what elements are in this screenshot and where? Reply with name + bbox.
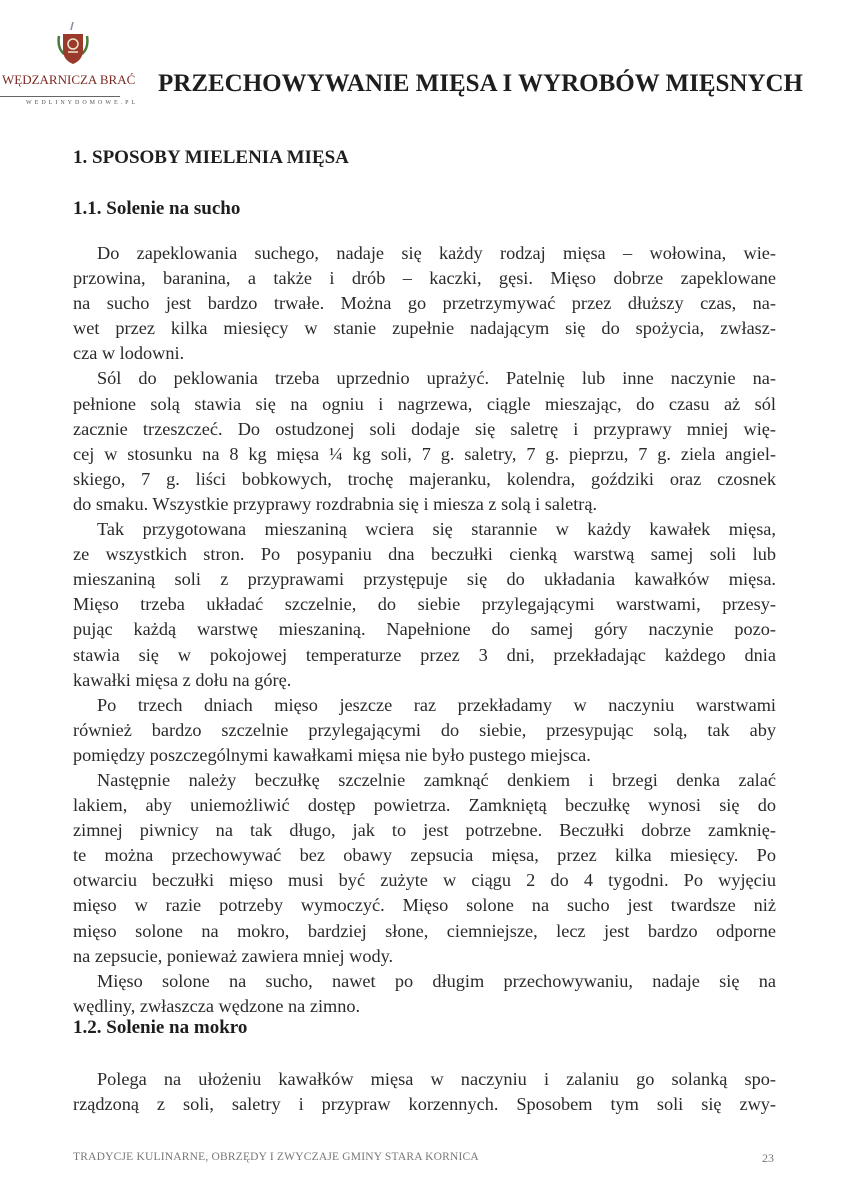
shield-icon [56, 22, 90, 66]
text-line: Sól do peklowania trzeba uprzednio uprażyć. Patelnię lub inne naczynie na- [97, 368, 776, 389]
text-line: Mięso trzeba układać szczelnie, do siebie przylegającymi warstwami, przesy- [73, 594, 776, 615]
body-text-1-2 [73, 1067, 776, 1117]
text-line: na zepsucie, ponieważ zawiera mniej wody. [73, 945, 394, 966]
text-line: skiego, 7 g. liści bobkowych, trochę majeranku, kolendra, goździki oraz czosnek [73, 468, 776, 489]
text-line: wet przez kilka miesięcy w stanie zupełnie nadającym się do spożycia, zwłasz- [73, 318, 776, 339]
paragraph [73, 366, 776, 517]
text-line: mięso solone na mokro, bardziej słone, ciemniejsze, lecz jest bardzo odporne [73, 920, 776, 941]
logo-url: WEDLINYDOMOWE.PL [26, 100, 139, 106]
page-title: PRZECHOWYWANIE MIĘSA I WYROBÓW MIĘSNYCH [158, 70, 804, 97]
text-line: zimnej piwnicy na tak długo, jak to jest potrzebne. Beczułki dobrze zamknię- [73, 820, 776, 841]
section-heading: 1. SPOSOBY MIELENIA MIĘSA [73, 147, 349, 168]
text-line: Następnie należy beczułkę szczelnie zamknąć denkiem i brzegi denka zalać [97, 769, 776, 790]
text-line: Do zapeklowania suchego, nadaje się każdy rodzaj mięsa – wołowina, wie- [97, 243, 776, 263]
text-line: rządzoną z soli, saletry i przypraw korzennych. Sposobem tym soli się zwy- [73, 1094, 776, 1115]
text-line: przowina, baranina, a także i drób – kaczki, gęsi. Mięso dobrze zapeklowane [73, 268, 776, 289]
text-line: cej w stosunku na 8 kg mięsa ¼ kg soli, 7 g. saletry, 7 g. pieprzu, 7 g. ziela angiel- [73, 443, 776, 464]
text-line: również bardzo szczelnie przylegającymi do siebie, przesypując solą, tak aby [73, 719, 776, 740]
body-text-1-1 [73, 241, 776, 1019]
paragraph [73, 517, 776, 693]
paragraph [73, 768, 776, 969]
paragraph [73, 693, 776, 768]
text-line: Mięso solone na sucho, nawet po długim przechowywaniu, nadaje się na [97, 970, 776, 991]
text-line: ze wszystkich stron. Po posypaniu dna beczułki cienką warstwą samej soli lub [73, 544, 776, 565]
text-line: Polega na ułożeniu kawałków mięsa w naczyniu i zalaniu go solanką spo- [97, 1069, 776, 1089]
text-line: do smaku. Wszystkie przyprawy rozdrabnia się i miesza z solą i saletrą. [73, 493, 598, 514]
text-line: mięso w razie potrzeby wymoczyć. Mięso solone na sucho jest twardsze niż [73, 895, 776, 916]
text-line: pełnione solą stawia się na ogniu i nagrzewa, ciągle mieszając, do czasu aż sól [73, 393, 776, 414]
logo-divider [0, 96, 120, 97]
text-line: Po trzech dniach mięso jeszcze raz przekładamy w naczyniu warstwami [97, 694, 776, 715]
text-line: zacznie trzeszczeć. Do ostudzonej soli dodaje się saletrę i przyprawy mniej wię- [73, 418, 776, 439]
logo-name: WĘDZARNICZA BRAĆ [2, 72, 136, 87]
text-line: kawałki mięsa z dołu na górę. [73, 669, 292, 690]
page-number: 23 [762, 1151, 774, 1165]
logo [0, 8, 150, 108]
text-line: stawia się w pokojowej temperaturze przez 3 dni, przekładając każdego dnia [73, 644, 776, 665]
text-line: te można przechowywać bez obawy zepsucia mięsa, przez kilka miesięcy. Po [73, 845, 776, 866]
text-line: pomiędzy poszczególnymi kawałkami mięsa nie było pustego miejsca. [73, 744, 591, 765]
text-line: Tak przygotowana mieszaniną wciera się starannie w każdy kawałek mięsa, [97, 519, 776, 540]
subsection-heading-1-2: 1.2. Solenie na mokro [73, 1017, 248, 1038]
paragraph [73, 241, 776, 366]
text-line: mieszaniną soli z przyprawami przystępuje się do układania kawałków mięsa. [73, 569, 776, 590]
paragraph [73, 1067, 776, 1117]
text-line: pując każdą warstwę mieszaniną. Napełnione do samej góry naczynie pozo- [73, 619, 776, 640]
text-line: otwarciu beczułki mięso musi być zużyte w ciągu 2 do 4 tygodni. Po wyjęciu [73, 870, 776, 891]
text-line: cza w lodowni. [73, 343, 185, 364]
paragraph [73, 969, 776, 1019]
text-line: wędliny, zwłaszcza wędzone na zimno. [73, 995, 361, 1016]
text-line: lakiem, aby uniemożliwić dostęp powietrza. Zamkniętą beczułkę wynosi się do [73, 795, 776, 816]
footer-text: TRADYCJE KULINARNE, OBRZĘDY I ZWYCZAJE GMINY STARA KORNICA [73, 1151, 479, 1163]
subsection-heading-1-1: 1.1. Solenie na sucho [73, 198, 241, 219]
text-line: na sucho jest bardzo trwałe. Można go przetrzymywać przez dłuższy czas, na- [73, 293, 776, 314]
